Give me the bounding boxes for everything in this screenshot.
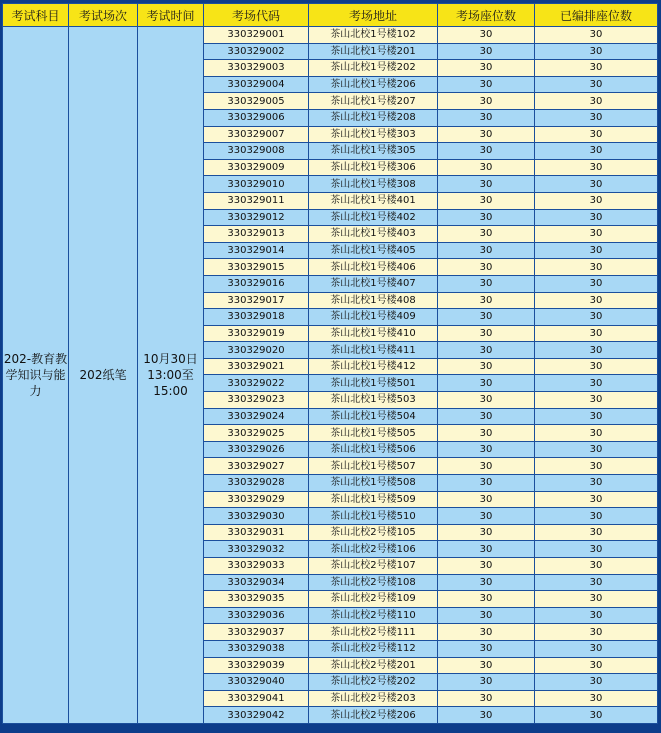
room-code-cell: 330329025 <box>204 425 309 442</box>
room-address-cell: 茶山北校1号楼308 <box>309 176 438 193</box>
room-code-cell: 330329032 <box>204 541 309 558</box>
header-room-address: 考场地址 <box>309 4 438 27</box>
room-address-cell: 茶山北校1号楼206 <box>309 76 438 93</box>
room-code-cell: 330329012 <box>204 209 309 226</box>
room-code-cell: 330329039 <box>204 657 309 674</box>
room-address-cell: 茶山北校1号楼208 <box>309 109 438 126</box>
room-code-cell: 330329016 <box>204 275 309 292</box>
room-code-cell: 330329024 <box>204 408 309 425</box>
arranged-count-cell: 30 <box>535 259 658 276</box>
room-code-cell: 330329014 <box>204 242 309 259</box>
room-code-cell: 330329007 <box>204 126 309 143</box>
arranged-count-cell: 30 <box>535 707 658 724</box>
arranged-count-cell: 30 <box>535 491 658 508</box>
arranged-count-cell: 30 <box>535 508 658 525</box>
room-code-cell: 330329001 <box>204 27 309 44</box>
arranged-count-cell: 30 <box>535 126 658 143</box>
exam-room-table <box>2 3 658 724</box>
seat-count-cell: 30 <box>438 309 535 326</box>
room-address-cell: 茶山北校1号楼407 <box>309 275 438 292</box>
seat-count-cell: 30 <box>438 392 535 409</box>
seat-count-cell: 30 <box>438 109 535 126</box>
room-address-cell: 茶山北校1号楼504 <box>309 408 438 425</box>
arranged-count-cell: 30 <box>535 591 658 608</box>
room-code-cell: 330329036 <box>204 607 309 624</box>
seat-count-cell: 30 <box>438 475 535 492</box>
room-code-cell: 330329019 <box>204 325 309 342</box>
header-arranged-count: 已编排座位数 <box>535 4 658 27</box>
room-address-cell: 茶山北校2号楼105 <box>309 524 438 541</box>
room-address-cell: 茶山北校1号楼508 <box>309 475 438 492</box>
room-code-cell: 330329003 <box>204 60 309 77</box>
room-address-cell: 茶山北校1号楼403 <box>309 226 438 243</box>
arranged-count-cell: 30 <box>535 275 658 292</box>
room-address-cell: 茶山北校1号楼402 <box>309 209 438 226</box>
room-address-cell: 茶山北校2号楼109 <box>309 591 438 608</box>
arranged-count-cell: 30 <box>535 60 658 77</box>
room-code-cell: 330329013 <box>204 226 309 243</box>
arranged-count-cell: 30 <box>535 674 658 691</box>
room-code-cell: 330329004 <box>204 76 309 93</box>
seat-count-cell: 30 <box>438 242 535 259</box>
seat-count-cell: 30 <box>438 558 535 575</box>
room-address-cell: 茶山北校1号楼102 <box>309 27 438 44</box>
room-address-cell: 茶山北校1号楼207 <box>309 93 438 110</box>
arranged-count-cell: 30 <box>535 524 658 541</box>
header-seat-count: 考场座位数 <box>438 4 535 27</box>
room-address-cell: 茶山北校1号楼401 <box>309 192 438 209</box>
arranged-count-cell: 30 <box>535 192 658 209</box>
room-code-cell: 330329022 <box>204 375 309 392</box>
seat-count-cell: 30 <box>438 441 535 458</box>
arranged-count-cell: 30 <box>535 159 658 176</box>
seat-count-cell: 30 <box>438 624 535 641</box>
room-address-cell: 茶山北校2号楼202 <box>309 674 438 691</box>
arranged-count-cell: 30 <box>535 458 658 475</box>
seat-count-cell: 30 <box>438 176 535 193</box>
table-row <box>3 27 658 44</box>
seat-count-cell: 30 <box>438 60 535 77</box>
room-code-cell: 330329010 <box>204 176 309 193</box>
arranged-count-cell: 30 <box>535 358 658 375</box>
room-code-cell: 330329030 <box>204 508 309 525</box>
seat-count-cell: 30 <box>438 27 535 44</box>
seat-count-cell: 30 <box>438 76 535 93</box>
room-address-cell: 茶山北校1号楼306 <box>309 159 438 176</box>
room-code-cell: 330329028 <box>204 475 309 492</box>
seat-count-cell: 30 <box>438 325 535 342</box>
room-code-cell: 330329041 <box>204 690 309 707</box>
arranged-count-cell: 30 <box>535 325 658 342</box>
room-address-cell: 茶山北校2号楼203 <box>309 690 438 707</box>
room-code-cell: 330329040 <box>204 674 309 691</box>
room-address-cell: 茶山北校2号楼112 <box>309 640 438 657</box>
arranged-count-cell: 30 <box>535 109 658 126</box>
arranged-count-cell: 30 <box>535 392 658 409</box>
room-address-cell: 茶山北校2号楼110 <box>309 607 438 624</box>
arranged-count-cell: 30 <box>535 541 658 558</box>
seat-count-cell: 30 <box>438 275 535 292</box>
seat-count-cell: 30 <box>438 690 535 707</box>
room-address-cell: 茶山北校1号楼503 <box>309 392 438 409</box>
seat-count-cell: 30 <box>438 43 535 60</box>
room-code-cell: 330329026 <box>204 441 309 458</box>
arranged-count-cell: 30 <box>535 425 658 442</box>
arranged-count-cell: 30 <box>535 76 658 93</box>
room-code-cell: 330329033 <box>204 558 309 575</box>
arranged-count-cell: 30 <box>535 624 658 641</box>
room-address-cell: 茶山北校1号楼408 <box>309 292 438 309</box>
room-code-cell: 330329029 <box>204 491 309 508</box>
arranged-count-cell: 30 <box>535 475 658 492</box>
seat-count-cell: 30 <box>438 425 535 442</box>
room-address-cell: 茶山北校1号楼510 <box>309 508 438 525</box>
room-address-cell: 茶山北校1号楼411 <box>309 342 438 359</box>
seat-count-cell: 30 <box>438 143 535 160</box>
room-code-cell: 330329021 <box>204 358 309 375</box>
room-code-cell: 330329020 <box>204 342 309 359</box>
seat-count-cell: 30 <box>438 408 535 425</box>
room-address-cell: 茶山北校1号楼305 <box>309 143 438 160</box>
arranged-count-cell: 30 <box>535 375 658 392</box>
room-address-cell: 茶山北校1号楼409 <box>309 309 438 326</box>
arranged-count-cell: 30 <box>535 242 658 259</box>
room-code-cell: 330329011 <box>204 192 309 209</box>
room-address-cell: 茶山北校1号楼410 <box>309 325 438 342</box>
arranged-count-cell: 30 <box>535 176 658 193</box>
seat-count-cell: 30 <box>438 674 535 691</box>
seat-count-cell: 30 <box>438 93 535 110</box>
room-address-cell: 茶山北校1号楼509 <box>309 491 438 508</box>
arranged-count-cell: 30 <box>535 441 658 458</box>
subject-cell: 202-教育教学知识与能力 <box>3 27 69 724</box>
arranged-count-cell: 30 <box>535 690 658 707</box>
header-subject: 考试科目 <box>3 4 69 27</box>
arranged-count-cell: 30 <box>535 143 658 160</box>
seat-count-cell: 30 <box>438 458 535 475</box>
room-address-cell: 茶山北校1号楼506 <box>309 441 438 458</box>
room-code-cell: 330329037 <box>204 624 309 641</box>
room-address-cell: 茶山北校2号楼107 <box>309 558 438 575</box>
room-address-cell: 茶山北校2号楼206 <box>309 707 438 724</box>
seat-count-cell: 30 <box>438 358 535 375</box>
seat-count-cell: 30 <box>438 375 535 392</box>
room-address-cell: 茶山北校1号楼412 <box>309 358 438 375</box>
seat-count-cell: 30 <box>438 640 535 657</box>
room-code-cell: 330329005 <box>204 93 309 110</box>
seat-count-cell: 30 <box>438 342 535 359</box>
room-address-cell: 茶山北校2号楼108 <box>309 574 438 591</box>
header-room-code: 考场代码 <box>204 4 309 27</box>
room-code-cell: 330329027 <box>204 458 309 475</box>
arranged-count-cell: 30 <box>535 209 658 226</box>
room-address-cell: 茶山北校1号楼405 <box>309 242 438 259</box>
arranged-count-cell: 30 <box>535 607 658 624</box>
room-address-cell: 茶山北校2号楼201 <box>309 657 438 674</box>
seat-count-cell: 30 <box>438 292 535 309</box>
arranged-count-cell: 30 <box>535 292 658 309</box>
seat-count-cell: 30 <box>438 192 535 209</box>
session-cell: 202纸笔 <box>69 27 138 724</box>
arranged-count-cell: 30 <box>535 574 658 591</box>
seat-count-cell: 30 <box>438 226 535 243</box>
room-code-cell: 330329017 <box>204 292 309 309</box>
seat-count-cell: 30 <box>438 574 535 591</box>
room-address-cell: 茶山北校1号楼303 <box>309 126 438 143</box>
seat-count-cell: 30 <box>438 657 535 674</box>
room-code-cell: 330329008 <box>204 143 309 160</box>
room-code-cell: 330329006 <box>204 109 309 126</box>
arranged-count-cell: 30 <box>535 558 658 575</box>
seat-count-cell: 30 <box>438 126 535 143</box>
seat-count-cell: 30 <box>438 707 535 724</box>
room-code-cell: 330329031 <box>204 524 309 541</box>
seat-count-cell: 30 <box>438 159 535 176</box>
room-address-cell: 茶山北校1号楼505 <box>309 425 438 442</box>
room-address-cell: 茶山北校1号楼406 <box>309 259 438 276</box>
room-address-cell: 茶山北校1号楼201 <box>309 43 438 60</box>
room-code-cell: 330329038 <box>204 640 309 657</box>
arranged-count-cell: 30 <box>535 640 658 657</box>
time-cell: 10月30日13:00至15:00 <box>138 27 204 724</box>
header-time: 考试时间 <box>138 4 204 27</box>
room-address-cell: 茶山北校1号楼507 <box>309 458 438 475</box>
arranged-count-cell: 30 <box>535 657 658 674</box>
seat-count-cell: 30 <box>438 607 535 624</box>
seat-count-cell: 30 <box>438 508 535 525</box>
arranged-count-cell: 30 <box>535 226 658 243</box>
seat-count-cell: 30 <box>438 591 535 608</box>
room-code-cell: 330329015 <box>204 259 309 276</box>
room-address-cell: 茶山北校2号楼106 <box>309 541 438 558</box>
arranged-count-cell: 30 <box>535 93 658 110</box>
arranged-count-cell: 30 <box>535 342 658 359</box>
room-address-cell: 茶山北校1号楼501 <box>309 375 438 392</box>
header-row <box>3 4 658 27</box>
arranged-count-cell: 30 <box>535 43 658 60</box>
room-code-cell: 330329018 <box>204 309 309 326</box>
seat-count-cell: 30 <box>438 259 535 276</box>
room-code-cell: 330329002 <box>204 43 309 60</box>
arranged-count-cell: 30 <box>535 408 658 425</box>
seat-count-cell: 30 <box>438 491 535 508</box>
room-code-cell: 330329023 <box>204 392 309 409</box>
header-session: 考试场次 <box>69 4 138 27</box>
room-address-cell: 茶山北校1号楼202 <box>309 60 438 77</box>
room-code-cell: 330329009 <box>204 159 309 176</box>
room-code-cell: 330329034 <box>204 574 309 591</box>
arranged-count-cell: 30 <box>535 309 658 326</box>
room-code-cell: 330329042 <box>204 707 309 724</box>
room-code-cell: 330329035 <box>204 591 309 608</box>
seat-count-cell: 30 <box>438 524 535 541</box>
seat-count-cell: 30 <box>438 209 535 226</box>
seat-count-cell: 30 <box>438 541 535 558</box>
arranged-count-cell: 30 <box>535 27 658 44</box>
room-address-cell: 茶山北校2号楼111 <box>309 624 438 641</box>
